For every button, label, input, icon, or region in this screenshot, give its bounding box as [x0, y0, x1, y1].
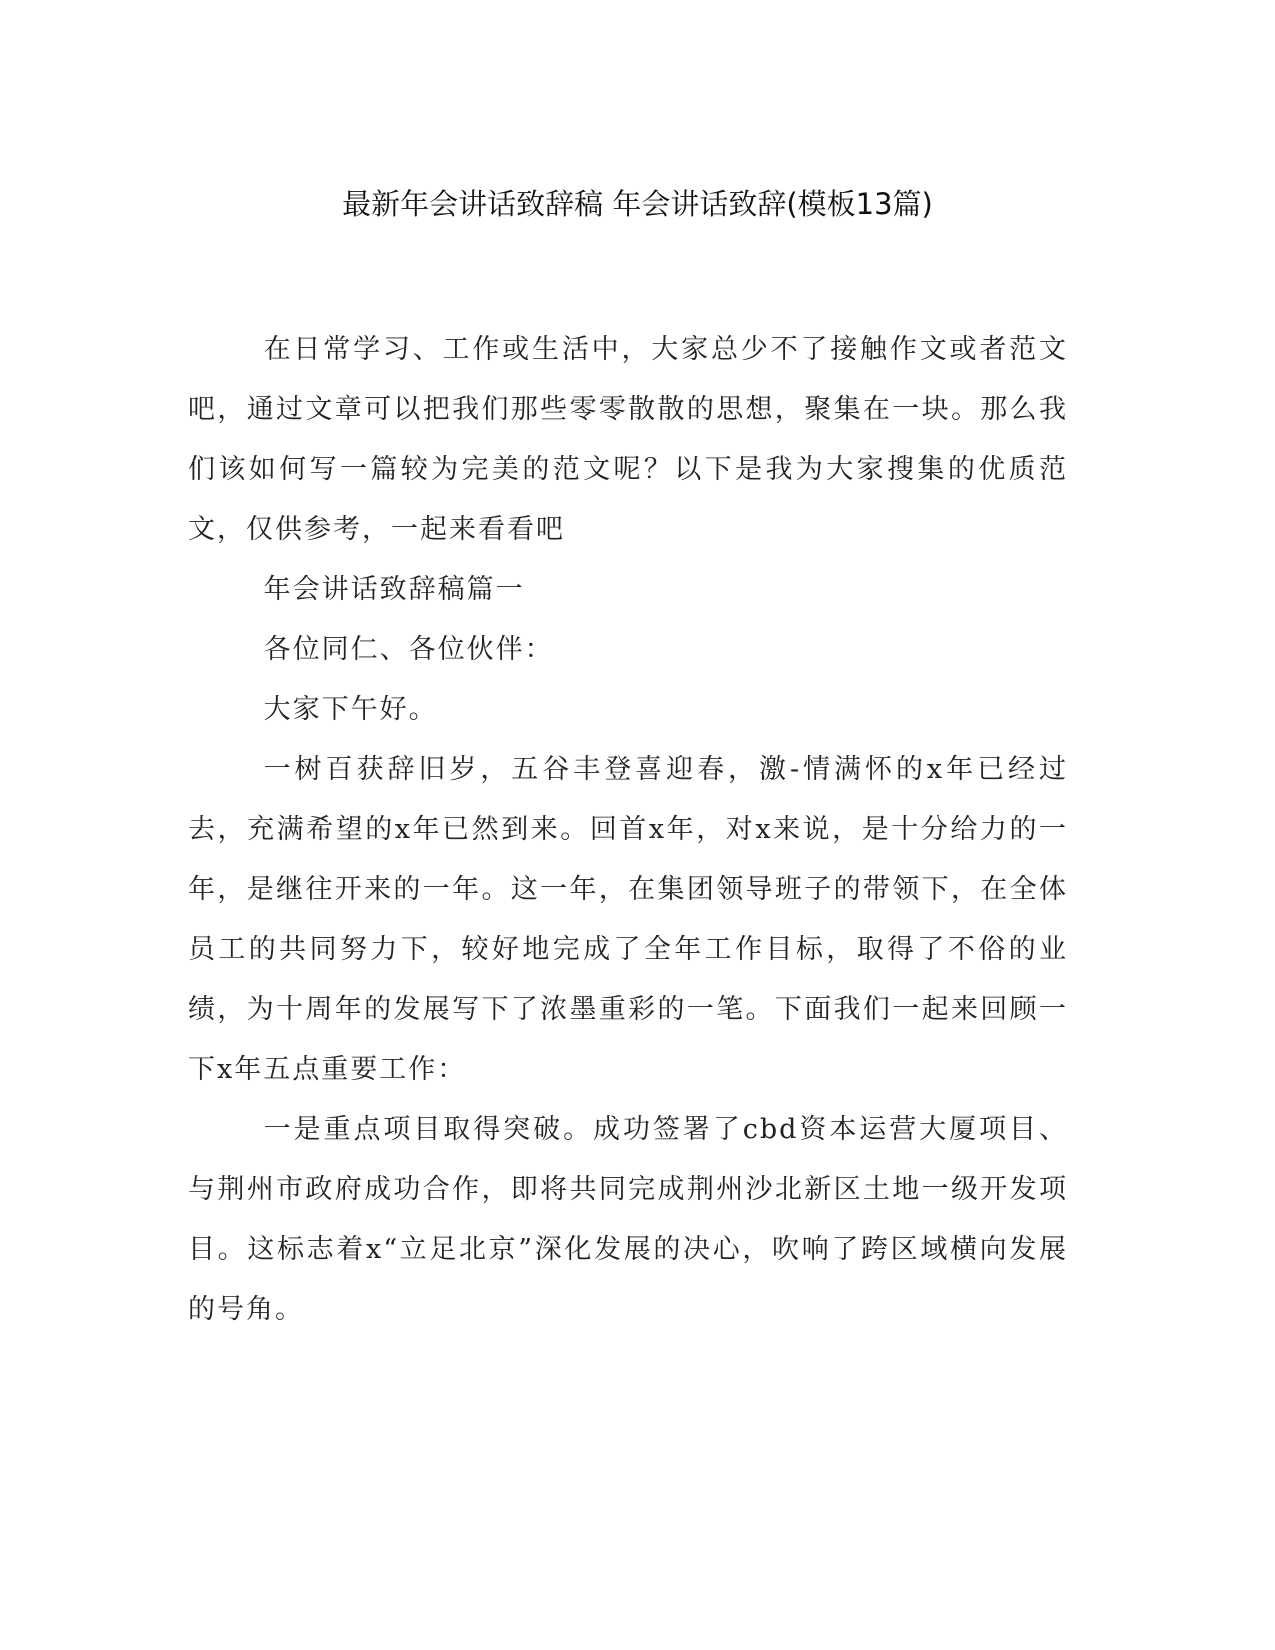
review-paragraph: 一树百获辞旧岁，五谷丰登喜迎春，激-情满怀的x年已经过去，充满希望的x年已然到来。回首x年，对x来说，是十分给力的一年，是继往开来的一年。这一年，在集团领导班子的带领下，在全体员工的共同努力下，较好地完成了全年工作目标，取得了不俗的业绩，为十周年的发展写下了浓墨重彩的一笔。下面我们一起来回顾一下x年五点重要工作： [188, 754, 1068, 1085]
greeting: 大家下午好。 [263, 694, 438, 725]
document-body [188, 320, 1068, 1340]
key-project-paragraph: 一是重点项目取得突破。成功签署了cbd资本运营大厦项目、与荆州市政府成功合作，即将共同完成荆州沙北新区土地一级开发项目。这标志着x“立足北京”深化发展的决心，吹响了跨区域横向发展的号角。 [188, 1114, 1068, 1325]
salutation: 各位同仁、各位伙伴： [263, 634, 554, 665]
document-title: 最新年会讲话致辞稿 年会讲话致辞(模板13篇) [342, 187, 933, 221]
section-heading: 年会讲话致辞稿篇一 [263, 574, 525, 605]
intro-paragraph: 在日常学习、工作或生活中，大家总少不了接触作文或者范文吧，通过文章可以把我们那些零零散散的思想，聚集在一块。那么我们该如何写一篇较为完美的范文呢？以下是我为大家搜集的优质范文，仅供参考，一起来看看吧 [188, 334, 1068, 545]
